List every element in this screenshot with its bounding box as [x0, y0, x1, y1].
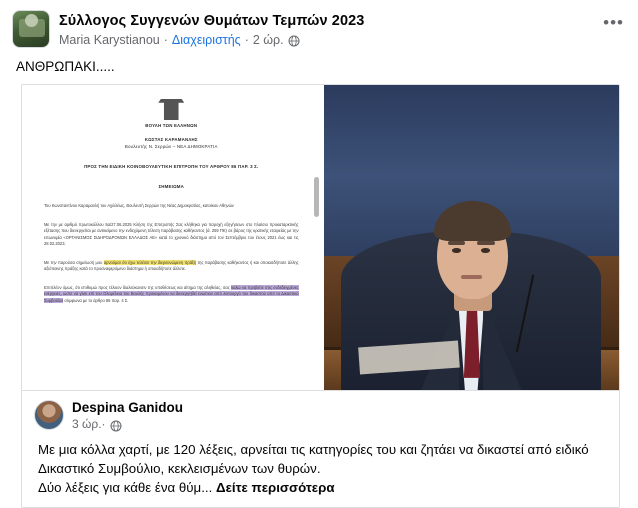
hellenic-parliament-crest-icon [158, 99, 184, 120]
shared-post-body [22, 390, 619, 507]
shared-text-line-3-wrap [38, 478, 603, 497]
shared-post-card[interactable] [21, 84, 620, 508]
doc-p3-post: σύμφωνα με το άρθρο 86 παρ. 4 Σ. [63, 297, 129, 303]
avatar[interactable] [34, 400, 64, 430]
scrollbar-thumb[interactable] [314, 177, 319, 217]
post-body-text: ΑΝΘΡΩΠΑΚΙ..... [16, 59, 115, 74]
shared-post-timestamp[interactable]: 3 ώρ. [72, 417, 102, 431]
doc-paragraph-1: Με την με αριθμό πρωτοκόλλου 5α/27.06.2025 Κλήση της Επιτροπής Σας κλήθηκα για παροχή εξηγήσεων στο πλαίσιο προκαταρκτικής εξέτασης που διενεργείται με αντικείμενο την ενδεχόμενη τέλεση παράβασης καθήκοντος (ά. 259 ΠΚ) σε βάρος της κρατικής εταιρείας με την επωνυμία «ΟΡΓΑΝΙΣΜΟΣ ΣΙΔΗΡΟΔΡΟΜΩΝ ΕΛΛΑΔΟΣ ΑΕ» κατά το χρονικό διάστημα από τον Σεπτέμβριο του έτους 2021 έως και τις 28.02.2023. [44, 221, 299, 246]
post-header [0, 0, 638, 49]
shared-meta-separator: · [101, 417, 106, 431]
doc-paragraph-2 [44, 260, 299, 273]
photo-mouth [461, 275, 482, 279]
portrait-photo[interactable] [321, 85, 620, 390]
meta-separator-1: · [163, 32, 168, 47]
doc-highlight-yellow: αρνούμαι ότι έχω τελέσει την διερευνώμενη πράξη [103, 259, 197, 265]
doc-highlight-purple-2: ενώπιον από λειτουργό του δικαστού από το Δικαστικό Συμβούλιο [44, 291, 299, 303]
group-name[interactable]: Σύλλογος Συγγενών Θυμάτων Τεμπών 2023 [59, 12, 365, 29]
globe-icon [110, 420, 122, 432]
post-header-text [59, 10, 364, 49]
meta-separator-2: · [244, 32, 249, 47]
doc-addressee: Του Κωνσταντίνου Καραμανλή του Αχιλλέως, Βουλευτή Σερρών της Νέας Δημοκρατίας, κατοίκου Αθηνών [44, 203, 234, 208]
photo-eye-left [452, 248, 461, 253]
doc-p2-pre: Με την παρούσα σημείωσή μου [44, 259, 104, 265]
doc-p2-post: της παράβασης καθήκοντος ή και οποιασδήποτε άλλης αξιόποινης πράξης κατά το προαναφερόμενο διάστημα ή οποιαδήποτε άλλοτε. [44, 259, 299, 271]
shared-text-line-2: Δικαστικό Συμβούλιο, κεκλεισμένων των θυρών. [38, 461, 321, 476]
shared-post-header-text [72, 400, 183, 432]
shared-post-author[interactable]: Despina Ganidou [72, 400, 184, 415]
post-meta [59, 32, 364, 48]
doc-title: ΣΗΜΕΙΩΜΑ [158, 184, 185, 189]
document-page [22, 85, 321, 390]
post-timestamp[interactable]: 2 ώρ. [252, 32, 284, 47]
doc-to-line: ΠΡΟΣ ΤΗΝ ΕΙΔΙΚΗ ΚΟΙΝΟΒΟΥΛΕΥΤΙΚΗ ΕΠΙΤΡΟΠΗ ΤΟΥ ΑΡΘΡΟΥ 86 ΠΑΡ. 3 Σ. [84, 164, 259, 169]
group-avatar[interactable] [12, 10, 50, 48]
see-more-link[interactable]: Δείτε περισσότερα [216, 480, 335, 495]
doc-role-line: Βουλευτής Ν. Σερρών – ΝΕΑ ΔΗΜΟΚΡΑΤΙΑ [124, 144, 218, 149]
photo-eyebrow-left [448, 241, 466, 245]
doc-p3-pre: Επιπλέον όμως, ότι επιθυμώ προς τέλειον διαλεύκανσιν της υποθέσεως και αίτημα της αληθείας, σας [44, 284, 232, 290]
doc-name-line: ΚΩΣΤΑΣ ΚΑΡΑΜΑΝΛΗΣ [144, 137, 198, 142]
shared-text-line-3: Δύο λέξεις για κάθε ένα θύμ... [38, 480, 213, 495]
media-row [22, 85, 619, 390]
admin-badge[interactable]: Διαχειριστής [171, 32, 241, 47]
photo-eyebrow-right [477, 241, 495, 245]
document-image[interactable] [22, 85, 321, 390]
shared-post-text [34, 440, 607, 497]
shared-post-meta [72, 417, 183, 432]
photo-eye-right [481, 248, 490, 253]
ellipsis-icon[interactable]: ••• [603, 13, 624, 32]
shared-text-line-1: Με μια κόλλα χαρτί, με 120 λέξεις, αρνείται τις κατηγορίες του και ζητάει να δικαστεί από ειδικό [38, 442, 589, 457]
post-author[interactable]: Maria Karystianou [59, 32, 160, 47]
doc-paragraph-3 [44, 285, 299, 305]
doc-header-line: ΒΟΥΛΗ ΤΩΝ ΕΛΛΗΝΩΝ [145, 123, 198, 128]
shared-post-header [34, 400, 607, 432]
globe-icon [288, 35, 300, 47]
doc-highlight-purple-1: καλώ να προβείτε στις ενδεδειγμένες ενέργειες, ώστε να γίνει επί του Ολομέλεια του Βουλής προκειμένου να διενεργηθεί [44, 284, 299, 296]
